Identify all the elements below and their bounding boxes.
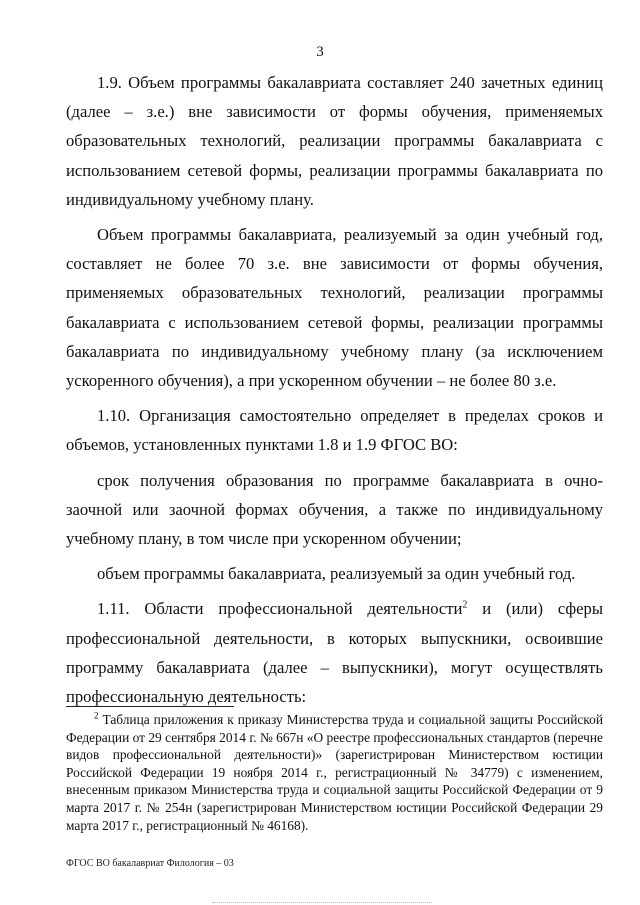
paragraph-1-11-rest: и (или) сферы профессиональной деятельности, в которых выпускники, освоившие программу бакалавриата (далее – выпускники), могут осуществлять профессиональную деятельность: [66,599,603,707]
footnote [66,711,603,834]
footnote-text: Таблица приложения к приказу Министерства труда и социальной защиты Российской Федерации от 29 сентября 2014 г. № 667н «О реестре профессиональных стандартов (перечне видов профессиональной деятельности)» (зарегистрирован Министерством юстиции Российской Федерации 19 ноября 2014 г., регистрационный № 34779) с изменением, внесенным приказом Министерства труда и социальной защиты Российской Федерации от 9 марта 2017 г. № 254н (зарегистрирован Министерством юстиции Российской Федерации 29 марта 2017 г., регистрационный № 46168). [66,712,603,833]
footnote-reference: 2 [462,599,468,611]
page-number: 3 [316,44,324,60]
footnote-marker: 2 [94,710,99,721]
paragraph-1-11-start: 1.11. Области профессиональной деятельности [97,599,463,619]
page-footer: ФГОС ВО бакалавриат Филология – 03 [66,858,234,869]
footnote-separator [66,706,234,707]
paragraph-study-period: срок получения образования по программе бакалавриата в очно-заочной или заочной формах обучения, а также по индивидуальному учебному плану, в том числе при ускоренном обучении; [66,470,603,549]
paragraph-1-11 [66,594,603,711]
paragraph-annual-volume-item: объем программы бакалавриата, реализуемый за один учебный год. [97,564,576,584]
paragraph-1-9: 1.9. Объем программы бакалавриата составляет 240 зачетных единиц (далее – з.е.) вне зависимости от формы обучения, применяемых образовательных технологий, реализации программы бакалавриата с использованием сетевой формы, реализации программы бакалавриата по индивидуальному учебному плану. [66,73,603,209]
document-body [66,68,603,711]
paragraph-1-10: 1.10. Организация самостоятельно определяет в пределах сроков и объемов, установленных пунктами 1.8 и 1.9 ФГОС ВО: [66,406,603,455]
scan-artifact-line [212,902,432,903]
paragraph-annual-volume: Объем программы бакалавриата, реализуемый за один учебный год, составляет не более 70 з.е. вне зависимости от формы обучения, применяемых образовательных технологий, реализации программы бакалавриата с использованием сетевой формы, реализации программы бакалавриата по индивидуальному учебному плану (за исключением ускоренного обучения), а при ускоренном обучении – не более 80 з.е. [66,225,603,391]
